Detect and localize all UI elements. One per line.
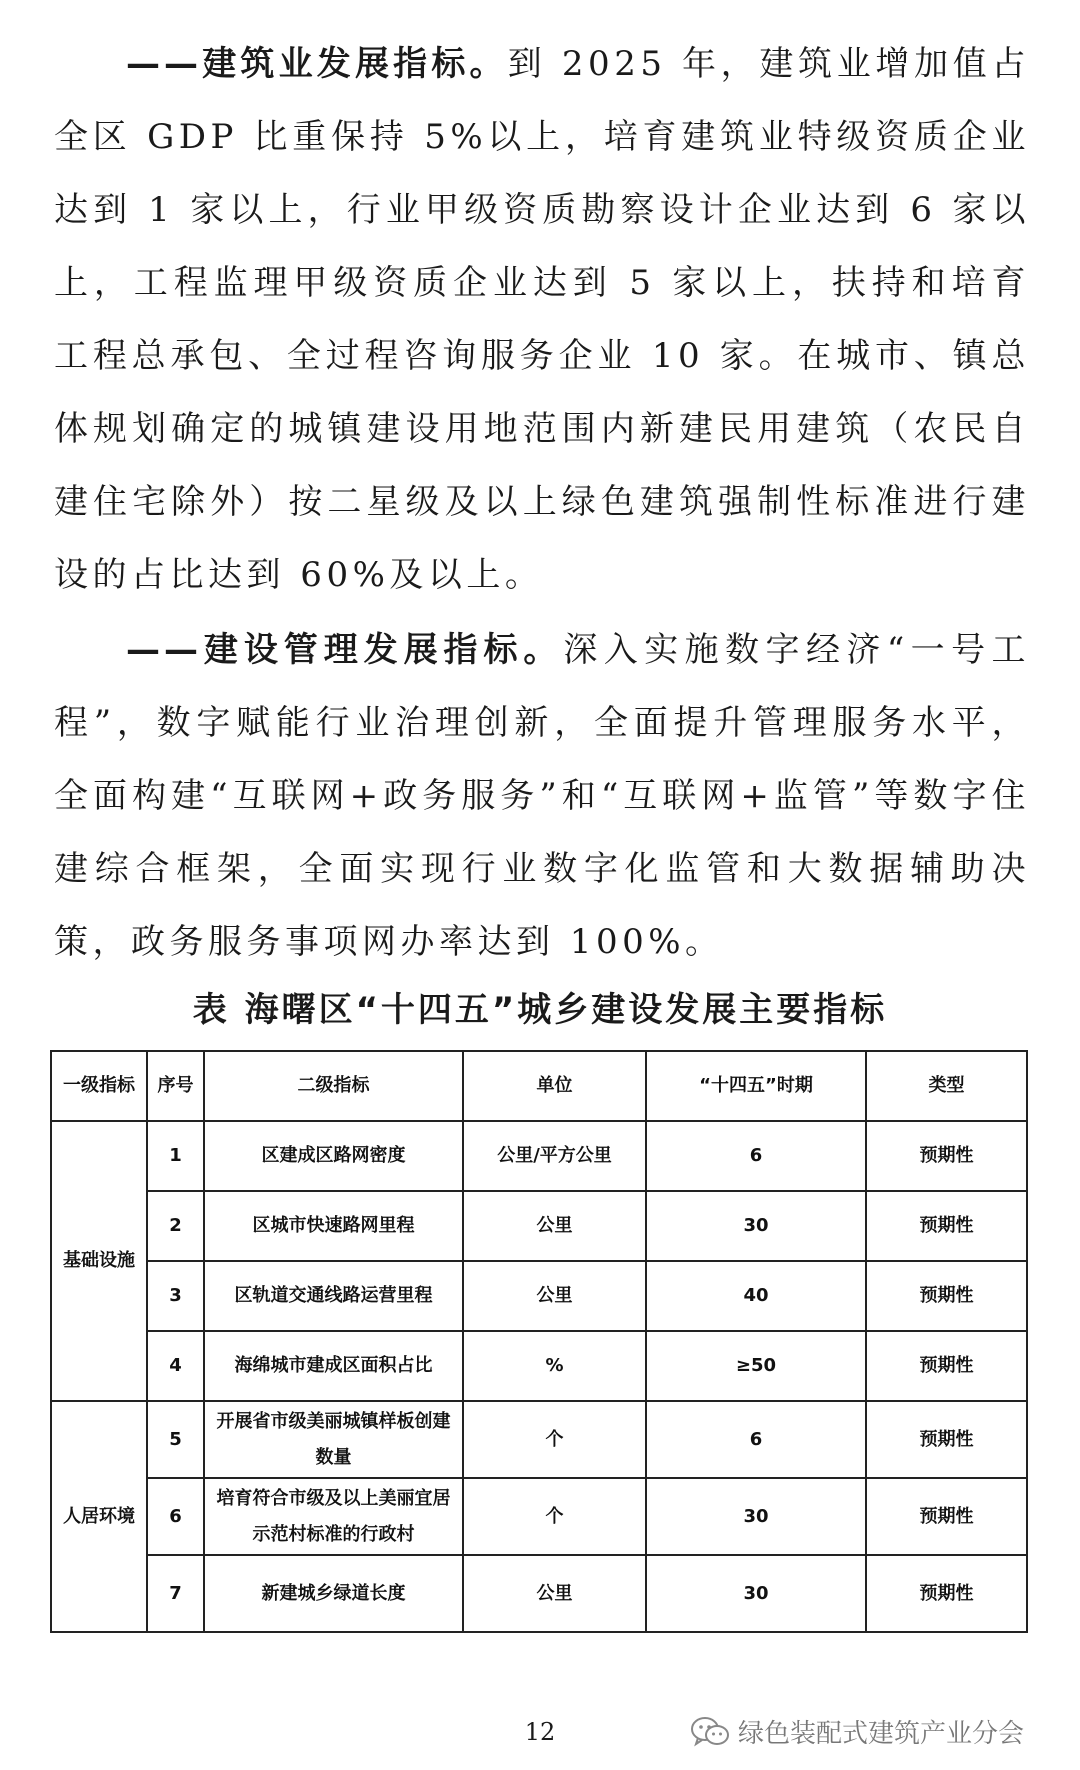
header-level1: 一级指标 [51,1051,147,1121]
header-period: “十四五”时期 [646,1051,866,1121]
type-cell: 预期性 [866,1191,1027,1261]
indicator-cell: 开展省市级美丽城镇样板创建数量 [204,1401,463,1478]
target-cell: 6 [646,1121,866,1191]
unit-cell: 个 [463,1401,646,1478]
unit-cell: 公里 [463,1555,646,1632]
target-cell: 6 [646,1401,866,1478]
target-cell: 30 [646,1555,866,1632]
target-cell: 30 [646,1478,866,1555]
watermark [690,1713,1024,1750]
unit-cell: 公里 [463,1261,646,1331]
paragraph-text: 深入实施数字经济“一号工程”，数字赋能行业治理创新，全面提升管理服务水平，全面构建“互联网+政务服务”和“互联网+监管”等数字住建综合框架，全面实现行业数字化监管和大数据辅助决策，政务服务事项网办率达到 100%。 [54,630,1030,962]
seq-cell: 3 [147,1261,204,1331]
paragraph-construction-industry [54,28,1030,612]
indicator-cell: 海绵城市建成区面积占比 [204,1331,463,1401]
table-row [51,1191,1027,1261]
unit-cell: 公里 [463,1191,646,1261]
indicator-table [50,1050,1028,1633]
table-row [51,1121,1027,1191]
header-type: 类型 [866,1051,1027,1121]
group-cell: 人居环境 [51,1401,147,1632]
watermark-text: 绿色装配式建筑产业分会 [738,1719,1025,1749]
table-row [51,1478,1027,1555]
page-number: 12 [524,1718,556,1746]
indicator-cell: 区城市快速路网里程 [204,1191,463,1261]
group-cell: 基础设施 [51,1121,147,1401]
seq-cell: 4 [147,1331,204,1401]
table-row [51,1331,1027,1401]
type-cell: 预期性 [866,1401,1027,1478]
table-row [51,1555,1027,1632]
seq-cell: 1 [147,1121,204,1191]
header-unit: 单位 [463,1051,646,1121]
unit-cell: 个 [463,1478,646,1555]
paragraph-construction-management [54,614,1030,979]
unit-cell: 公里/平方公里 [463,1121,646,1191]
type-cell: 预期性 [866,1261,1027,1331]
table-caption: 表 海曙区“十四五”城乡建设发展主要指标 [192,990,888,1030]
header-seq: 序号 [147,1051,204,1121]
seq-cell: 7 [147,1555,204,1632]
paragraph-lead: ——建筑业发展指标。 [126,44,508,84]
seq-cell: 2 [147,1191,204,1261]
type-cell: 预期性 [866,1121,1027,1191]
paragraph-lead: ——建设管理发展指标。 [126,630,564,670]
indicator-cell: 区轨道交通线路运营里程 [204,1261,463,1331]
target-cell: 30 [646,1191,866,1261]
table-header-row [51,1051,1027,1121]
target-cell: ≥50 [646,1331,866,1401]
indicator-cell: 区建成区路网密度 [204,1121,463,1191]
type-cell: 预期性 [866,1478,1027,1555]
wechat-icon [690,1715,730,1749]
table-row [51,1261,1027,1331]
type-cell: 预期性 [866,1331,1027,1401]
unit-cell: % [463,1331,646,1401]
seq-cell: 5 [147,1401,204,1478]
header-level2: 二级指标 [204,1051,463,1121]
seq-cell: 6 [147,1478,204,1555]
type-cell: 预期性 [866,1555,1027,1632]
indicator-cell: 培育符合市级及以上美丽宜居示范村标准的行政村 [204,1478,463,1555]
target-cell: 40 [646,1261,866,1331]
paragraph-text: 到 2025 年，建筑业增加值占全区 GDP 比重保持 5%以上，培育建筑业特级资质企业达到 1 家以上，行业甲级资质勘察设计企业达到 6 家以上，工程监理甲级资质企业达到 5 家以上，扶持和培育工程总承包、全过程咨询服务企业 10 家。在城市、镇总体规划确定的城镇建设用地范围内新建民用建筑（农民自建住宅除外）按二星级及以上绿色建筑强制性标准进行建设的占比达到 60%及以上。 [54,44,1030,595]
table-row [51,1401,1027,1478]
indicator-cell: 新建城乡绿道长度 [204,1555,463,1632]
